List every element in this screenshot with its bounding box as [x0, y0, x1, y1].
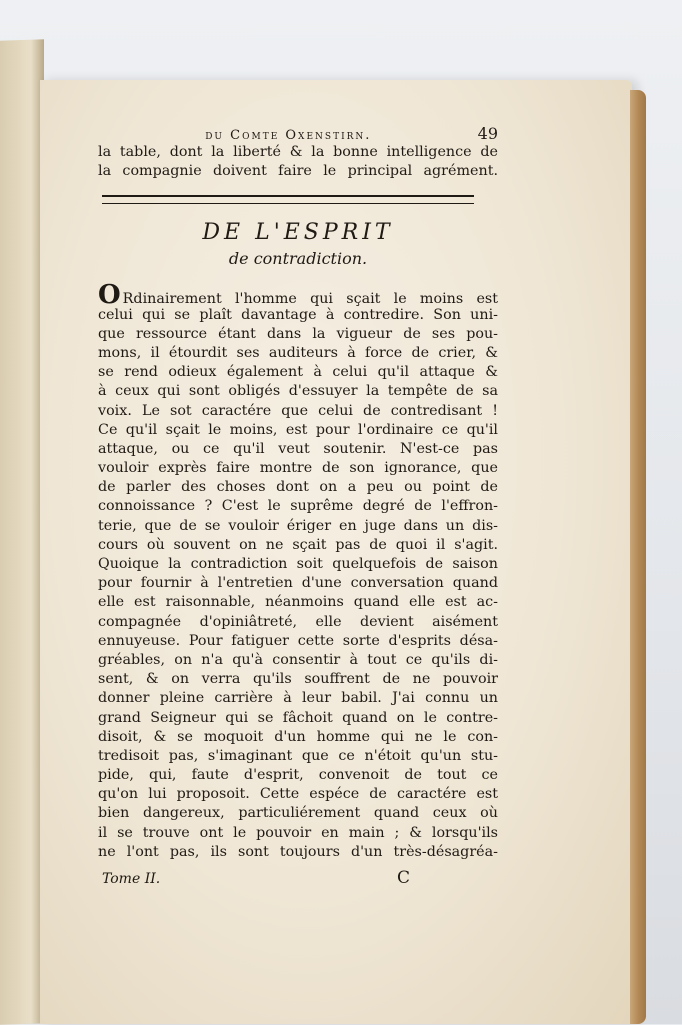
body-line [98, 280, 498, 311]
body-line: cours où souvent on ne sçait pas de quoi il s'agit. [98, 536, 498, 553]
body-line: pour fournir à l'entretien d'une conversation quand [98, 575, 498, 592]
body-line: voix. Le sot caractére que celui de contredisant ! [98, 402, 498, 419]
body-line: ennuyeuse. Pour fatiguer cette sorte d'esprits désa- [98, 632, 498, 649]
chapter-title: DE L'ESPRIT [202, 220, 394, 246]
body-line: attaque, ou ce qu'il veut soutenir. N'est-ce pas [98, 440, 498, 457]
body-line: de parler des choses dont on a peu ou point de [98, 479, 498, 496]
body-line: compagnée d'opiniâtreté, elle devient aisément [98, 613, 498, 630]
body-line-text: Rdinairement l'homme qui sçait le moins est [122, 291, 498, 308]
book-page [40, 80, 632, 1024]
drop-cap: O [98, 280, 121, 311]
body-line: disoit, & se moquoit d'un homme qui ne le con- [98, 728, 498, 745]
volume-label: Tome II. [102, 871, 161, 887]
text-line: la compagnie doivent faire le principal agrément. [98, 163, 498, 180]
body-line: pide, qui, faute d'esprit, convenoit de tout ce [98, 767, 498, 784]
running-head [98, 124, 498, 143]
body-line: Ce qu'il sçait le moins, est pour l'ordinaire ce qu'il [98, 421, 498, 438]
section-rule [102, 195, 474, 204]
body-line: ne l'ont pas, ils sont toujours d'un très-désagréa- [98, 843, 498, 860]
running-title: du Comte Oxenstirn. [205, 128, 372, 143]
signature-mark: C [396, 868, 410, 888]
left-page-edge [0, 39, 44, 1025]
body-line: à ceux qui sont obligés d'essuyer la tempête de sa [98, 383, 498, 400]
body-line: Quoique la contradiction soit quelquefois de saison [98, 556, 498, 572]
chapter-body [98, 280, 498, 862]
body-line: il se trouve ont le pouvoir en main ; & lorsqu'ils [98, 824, 498, 841]
chapter-subtitle: de contradiction. [228, 249, 368, 269]
page-footer [98, 868, 498, 888]
body-line: grand Seigneur qui se fâchoit quand on le contre- [98, 709, 498, 726]
body-line: tredisoit pas, s'imaginant que ce n'étoit qu'un stu- [98, 747, 498, 764]
text-line: la table, dont la liberté & la bonne intelligence de [98, 144, 498, 160]
body-line: que ressource étant dans la vigueur de ses pou- [98, 325, 498, 342]
body-line: celui qui se plaît davantage à contredire. Son uni- [98, 306, 498, 323]
page-edge [630, 90, 646, 1024]
body-line: vouloir exprès faire montre de son ignorance, que [98, 460, 498, 477]
body-line: bien dangereux, particuliérement quand ceux où [98, 805, 498, 822]
body-line: qu'on lui proposoit. Cette espéce de caractére est [98, 786, 498, 803]
body-line: donner pleine carrière à leur babil. J'ai connu un [98, 690, 498, 707]
body-line: mons, il étourdit ses auditeurs à force de crier, & [98, 344, 498, 361]
page-number: 49 [477, 124, 498, 143]
page-text-block [98, 124, 498, 888]
body-line: terie, que de se vouloir ériger en juge dans un dis- [98, 517, 498, 534]
body-line: sent, & on verra qu'ils souffrent de ne pouvoir [98, 671, 498, 688]
body-line: gréables, on n'a qu'à consentir à tout ce qu'ils di- [98, 651, 498, 668]
body-line: se rend odieux également à celui qu'il attaque & [98, 364, 498, 381]
body-line: elle est raisonnable, néanmoins quand elle est ac- [98, 594, 498, 611]
body-line: connoissance ? C'est le suprême degré de l'effron- [98, 498, 498, 515]
previous-paragraph [98, 143, 498, 181]
